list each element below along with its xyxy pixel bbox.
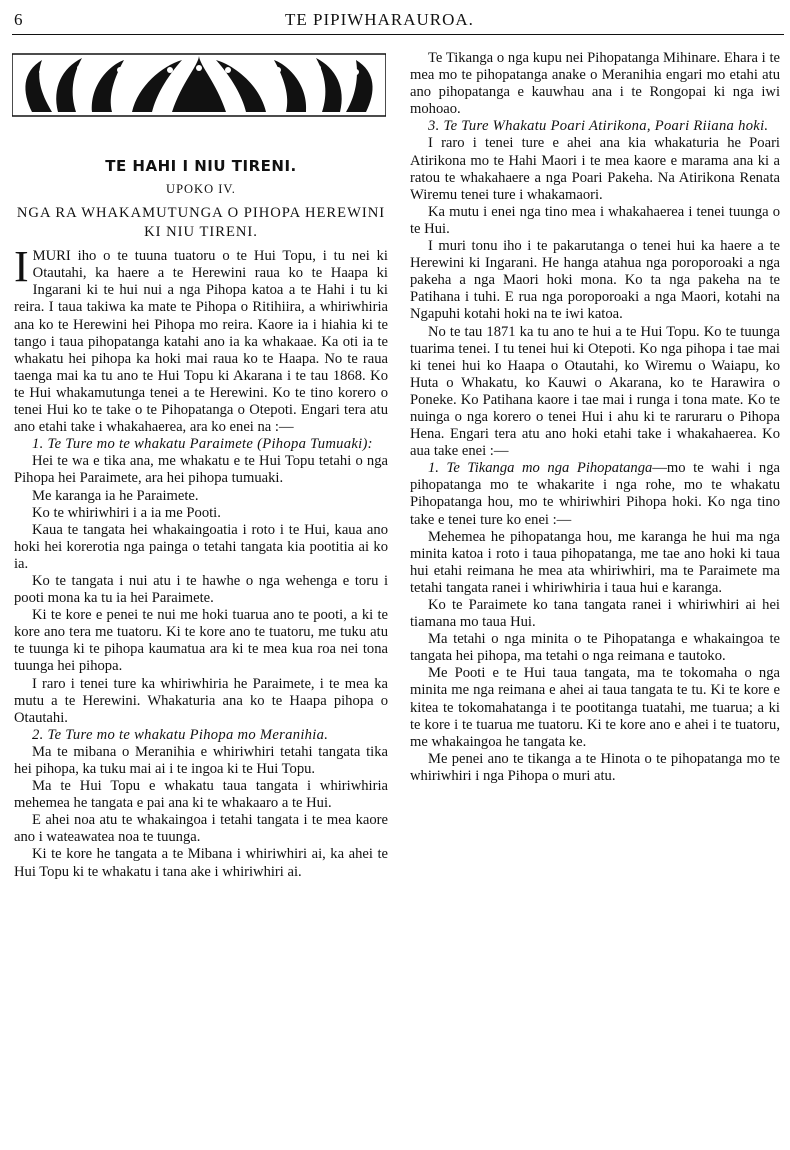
- paragraph: Ko te tangata i nui atu i te hawhe o nga wehenga e toru i pooti mona ka tu ia hei Paraimete.: [14, 572, 388, 607]
- paragraph: Ki te kore he tangata a te Mibana i whiriwhiri ai, ka ahei te Hui Topu ki te whakatu i tana ake i whiriwhiri ai.: [14, 846, 388, 880]
- koru-ornament-icon: [12, 52, 386, 118]
- right-column: [410, 50, 780, 785]
- paragraph: Me Pooti e te Hui taua tangata, ma te tokomaha o nga minita me nga reimana e ahei ai taua tangata te tu. Ki te kore e kitea te tokomahatanga i te pootitanga tuatahi, me tuarua; a ki te kore i te tuarua me tuatoru. Ki te kore ano e ahei i te tuatoru, me whakaingoa he tangata ke.: [410, 665, 780, 750]
- paragraph: Me penei ano te tikanga a te Hinota o te pihopatanga mo te whiriwhiri i nga Pihopa o muri atu.: [410, 750, 780, 784]
- paragraph: I muri tonu iho i te pakarutanga o tenei hui ka haere a te Herewini ki Ingarani. He hanga atahua nga poroporoaki a nga pakeha a nga Maori hoki mona. Ko ta nga pakeha na te Patihana i tuhi. E rua nga poroporoaki a nga Maori, kotahi na Ngapuhi kotahi hoki na te iwi katoa.: [410, 238, 780, 323]
- paragraph: Ki te kore e penei te nui me hoki tuarua ano te pooti, a ki te kore ano tera me tuatoru. Ki te kore ano te tuatoru, me tuku atu te tuunga ki te pihopa kaumatua ara ki te mea kua roa nei tona tuunga hei pihopa.: [14, 607, 388, 675]
- left-column: [14, 158, 388, 881]
- paragraph: I raro i tenei ture e ahei ana kia whakaturia he Poari Atirikona mo te Hahi Maori i te mea kaore e marama ana ki a ratou te whakahaere a nga Poari Pakeha. Na Atirikona Renata Wiremu tenei ture i whakamaori.: [410, 135, 780, 203]
- chapter-label: UPOKO IV.: [166, 182, 236, 197]
- paragraph: No te tau 1871 ka tu ano te hui a te Hui Topu. Ko te tuunga tuarima tenei. I tu tenei hui ki Otepoti. Ko nga pihopa i tae mai ki tenei hui ko Haapa o Otautahi, ko Wiremu o Waiapu, ko Huta o Whakatu, ko Kauwi o Akarana, ko te Harawira o Poneke. Ko Patihana kaore i tae mai i runga i tona mate. Ko te nuinga o nga korero o tenei Hui i ahu ki te raruraru o Pihopa Hena. Engari tera atu ano hoki etahi take i whakahaerea. Ko aua take enei :—: [410, 323, 780, 460]
- drop-cap: I: [14, 242, 29, 292]
- section-heading: 1. Te Tikanga mo nga Pihopatanga: [428, 460, 653, 477]
- paragraph: Hei te wa e tika ana, me whakatu e te Hui Topu tetahi o nga Pihopa hei Paraimete, ara hei pihopa tumuaki.: [14, 453, 388, 487]
- running-title: TE PIPIWHARAUROA.: [285, 10, 474, 29]
- paragraph: Mehemea he pihopatanga hou, me karanga he hui ma nga minita katoa i roto i taua pihopatanga, me tae ano hoki ki taua hui etahi reimana he mea ata whiriwhiri, ma te Paraimete ma tetahi tangata ranei i whiriwhiria i taua hui e karanga.: [410, 528, 780, 596]
- section-heading: 2. Te Ture mo te whakatu Pihopa mo Meranihia.: [32, 726, 329, 743]
- paragraph: E ahei noa atu te whakaingoa i tetahi tangata i te mea kaore ano i wateawatea noa te tuunga.: [14, 812, 388, 846]
- header-rule: [12, 34, 784, 35]
- paragraph: Ka mutu i enei nga tino mea i whakahaerea i tenei tuunga o te Hui.: [410, 203, 780, 237]
- section-heading: 3. Te Ture Whakatu Poari Atirikona, Poari Riiana hoki.: [428, 118, 769, 135]
- paragraph: Ko te Paraimete ko tana tangata ranei i whiriwhiri ai hei tiamana mo taua Hui.: [410, 597, 780, 631]
- paragraph: I MURI iho o te tuuna tuatoru o te Hui Topu, i tu nei ki Otautahi, ka haere a te Herewini raua ko te Haapa ki Ingarani ki te hui nui a nga Pihopa katoa a te Hahi i tu ki reira. I taua takiwa ka mate te Pihopa o Ritihiira, a whiriwhiria ana ko te Herewini hei Pihopa mo reira. Kaore ia i hiahia ki te tango i taua pihopatanga katahi ano ia ka whakaae. Ka oti ia te whakatu hei pihopa ka hoki mai raua ko te Haapa. No te raua taenga mai ka tu ano te Hui Topu ki Akarana i te tau 1868. Ko te Hui whakamutunga tenei a te Herewini. Ko te tino korero o tenei Hui ko te take o te Pihopatanga o Otepoti. Engari tera atu ano etahi take i whakahaerea, ara ko enei na :—: [14, 242, 388, 436]
- paragraph: I raro i tenei ture ka whiriwhiria he Paraimete, i te mea ka mutu a te Herewini. Whakaturia ana ko te Haapa pihopa o Otautahi.: [14, 675, 388, 726]
- section-heading: 1. Te Ture mo te whakatu Paraimete (Pihopa Tumuaki):: [32, 436, 373, 453]
- paragraph: Ma tetahi o nga minita o te Pihopatanga e whakaingoa te tangata hei pihopa, ma tetahi o nga reimana e tautoko.: [410, 631, 780, 665]
- paragraph: Ko te whiriwhiri i a ia me Pooti.: [32, 504, 221, 521]
- paragraph: Ma te Hui Topu e whakatu taua tangata i whiriwhiria mehemea he tangata e pai ana ki te whakaaro a te Hui.: [14, 778, 388, 812]
- article-title: TE HAHI I NIU TIRENI.: [105, 157, 297, 175]
- paragraph: 1. Te Tikanga mo nga Pihopatanga—mo te wahi i nga pihopatanga mo te whakarite i nga rohe, mo te whakatu Pihopatanga hou, mo te whiriwhiri Pihopa hoki. Ko nga tino take e tenei ture ko enei :—: [410, 460, 780, 528]
- paragraph: Me karanga ia he Paraimete.: [32, 487, 199, 504]
- paragraph: Kaua te tangata hei whakaingoatia i roto i te Hui, kaua ano hoki hei korerotia nga painga o tetahi tangata kia pootitia ai ko ia.: [14, 521, 388, 572]
- page-number: 6: [14, 10, 23, 29]
- paragraph: Ma te mibana o Meranihia e whiriwhiri tetahi tangata tika hei pihopa, ka tuku mai ai i te ingoa ki te Hui Topu.: [14, 743, 388, 777]
- article-subtitle: NGA RA WHAKAMUTUNGA O PIHOPA HEREWINI KI NIU TIRENI.: [16, 205, 386, 241]
- paragraph: Te Tikanga o nga kupu nei Pihopatanga Mihinare. Ehara i te mea mo te pihopatanga anake o Meranihia engari mo etahi atu ano pihopatanga e kauwhau ana i te Rongopai ki nga iwi mohoao.: [410, 50, 780, 118]
